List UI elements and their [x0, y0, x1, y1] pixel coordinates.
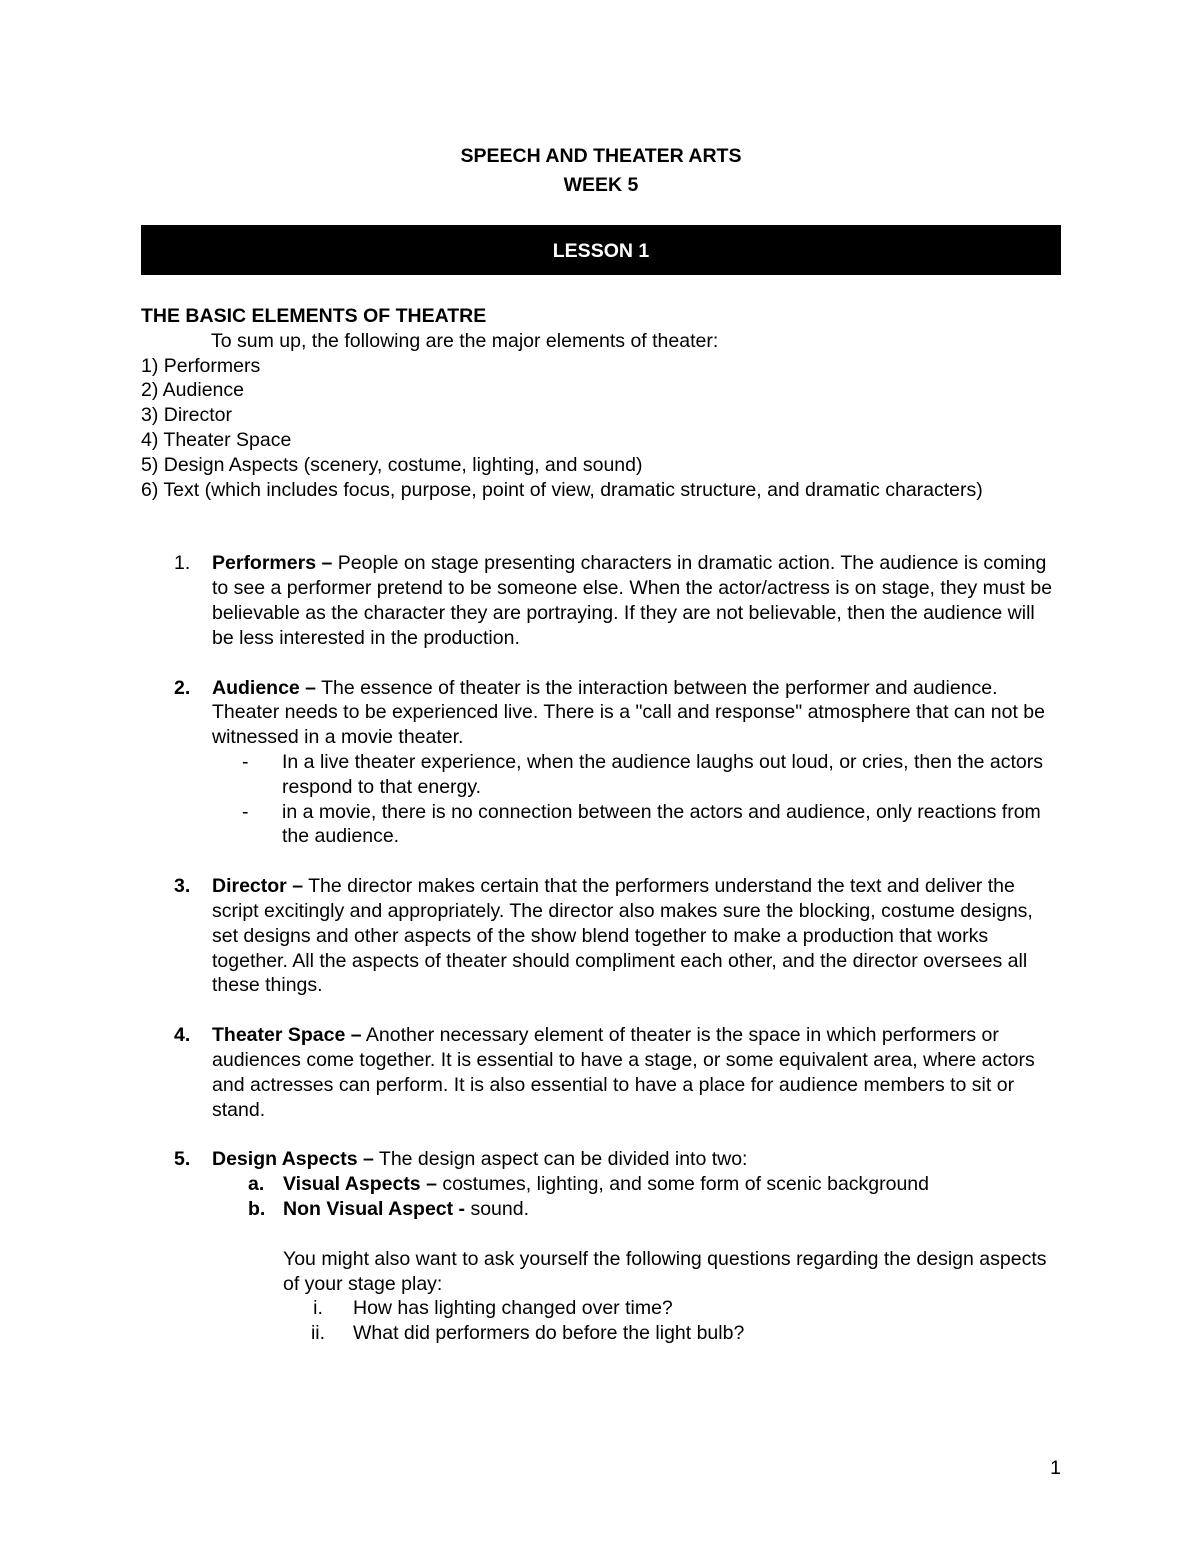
- list-item: 3) Director: [141, 404, 233, 427]
- item-number: 1.: [174, 552, 191, 575]
- lesson-content: [141, 304, 1061, 1346]
- item-term: Performers –: [212, 552, 333, 575]
- bullet-text: In a live theater experience, when the audience laughs out loud, or cries, then the actors respond to that energy.: [282, 750, 1043, 798]
- list-item: 5) Design Aspects (scenery, costume, lighting, and sound): [141, 453, 643, 476]
- element-performers: [174, 551, 1061, 650]
- question-text: How has lighting changed over time?: [353, 1297, 673, 1320]
- title-line-course: SPEECH AND THEATER ARTS: [460, 145, 742, 167]
- question-numeral: i.: [313, 1297, 323, 1320]
- item-number: 2.: [174, 676, 191, 699]
- element-theater-space: [174, 1023, 1061, 1122]
- list-item: 6) Text (which includes focus, purpose, point of view, dramatic structure, and dramatic characters): [141, 478, 983, 501]
- item-term: Audience –: [212, 676, 317, 699]
- bullet-text: in a movie, there is no connection between the actors and audience, only reactions from the audience.: [282, 800, 1041, 848]
- sub-item-letter: a.: [248, 1173, 265, 1196]
- element-director: [174, 874, 1061, 998]
- document-page: [141, 0, 1061, 1553]
- element-audience: [174, 676, 1061, 750]
- intro-text: To sum up, the following are the major elements of theater:: [211, 329, 719, 352]
- item-number: 4.: [174, 1024, 191, 1047]
- question-text: What did performers do before the light bulb?: [353, 1322, 745, 1345]
- list-item: 2) Audience: [141, 379, 244, 402]
- element-design-aspects: [174, 1147, 1061, 1172]
- major-elements-list: [141, 354, 1061, 503]
- title-line-week: WEEK 5: [563, 174, 639, 196]
- item-term: Director –: [212, 875, 304, 898]
- item-description: The design aspect can be divided into two:: [373, 1148, 748, 1171]
- questions-intro: You might also want to ask yourself the following questions regarding the design aspects of your stage play:: [283, 1247, 1047, 1295]
- lesson-banner: LESSON 1: [141, 225, 1061, 275]
- question-item: [283, 1321, 1061, 1346]
- bullet-item: [242, 750, 1061, 800]
- list-item: 4) Theater Space: [141, 428, 292, 451]
- sub-item-term: Non Visual Aspect -: [283, 1197, 466, 1220]
- bullet-marker: -: [242, 800, 249, 823]
- question-item: [283, 1296, 1061, 1321]
- question-numeral: ii.: [310, 1322, 326, 1345]
- sub-item-description: costumes, lighting, and some form of scenic background: [436, 1173, 930, 1196]
- item-number: 3.: [174, 875, 191, 898]
- item-description: People on stage presenting characters in dramatic action. The audience is coming to see a performer pretend to be someone else. When the actor/actress is on stage, they must be believable as the character they are portraying. If they are not believable, then the audience will be less interested in the production.: [212, 552, 1053, 649]
- sub-item-letter: b.: [248, 1197, 266, 1220]
- sub-item-visual: [248, 1172, 1061, 1197]
- item-description: The essence of theater is the interaction between the performer and audience. Theater needs to be experienced live. There is a "call and response" atmosphere that can not be witnessed in a movie theater.: [212, 676, 1045, 749]
- page-number: 1: [1050, 1457, 1061, 1479]
- item-term: Theater Space –: [212, 1024, 362, 1047]
- list-item: 1) Performers: [141, 354, 261, 377]
- document-title: [141, 142, 1061, 200]
- section-heading: THE BASIC ELEMENTS OF THEATRE: [141, 305, 487, 327]
- bullet-marker: -: [242, 750, 249, 773]
- item-term: Design Aspects –: [212, 1148, 374, 1171]
- sub-item-non-visual: [248, 1197, 1061, 1222]
- bullet-item: [242, 800, 1061, 850]
- item-description: The director makes certain that the performers understand the text and deliver the script excitingly and appropriately. The director also makes sure the blocking, costume designs, set designs and other aspects of the show blend together to make a production that works together. All the aspects of theater should compliment each other, and the director oversees all these things.: [212, 875, 1033, 997]
- sub-item-description: sound.: [465, 1197, 530, 1220]
- item-number: 5.: [174, 1148, 191, 1171]
- item-description: Another necessary element of theater is the space in which performers or audiences come together. It is essential to have a stage, or some equivalent area, where actors and actresses can perform. It is also essential to have a place for audience members to sit or stand.: [212, 1024, 1035, 1121]
- sub-item-term: Visual Aspects –: [283, 1173, 437, 1196]
